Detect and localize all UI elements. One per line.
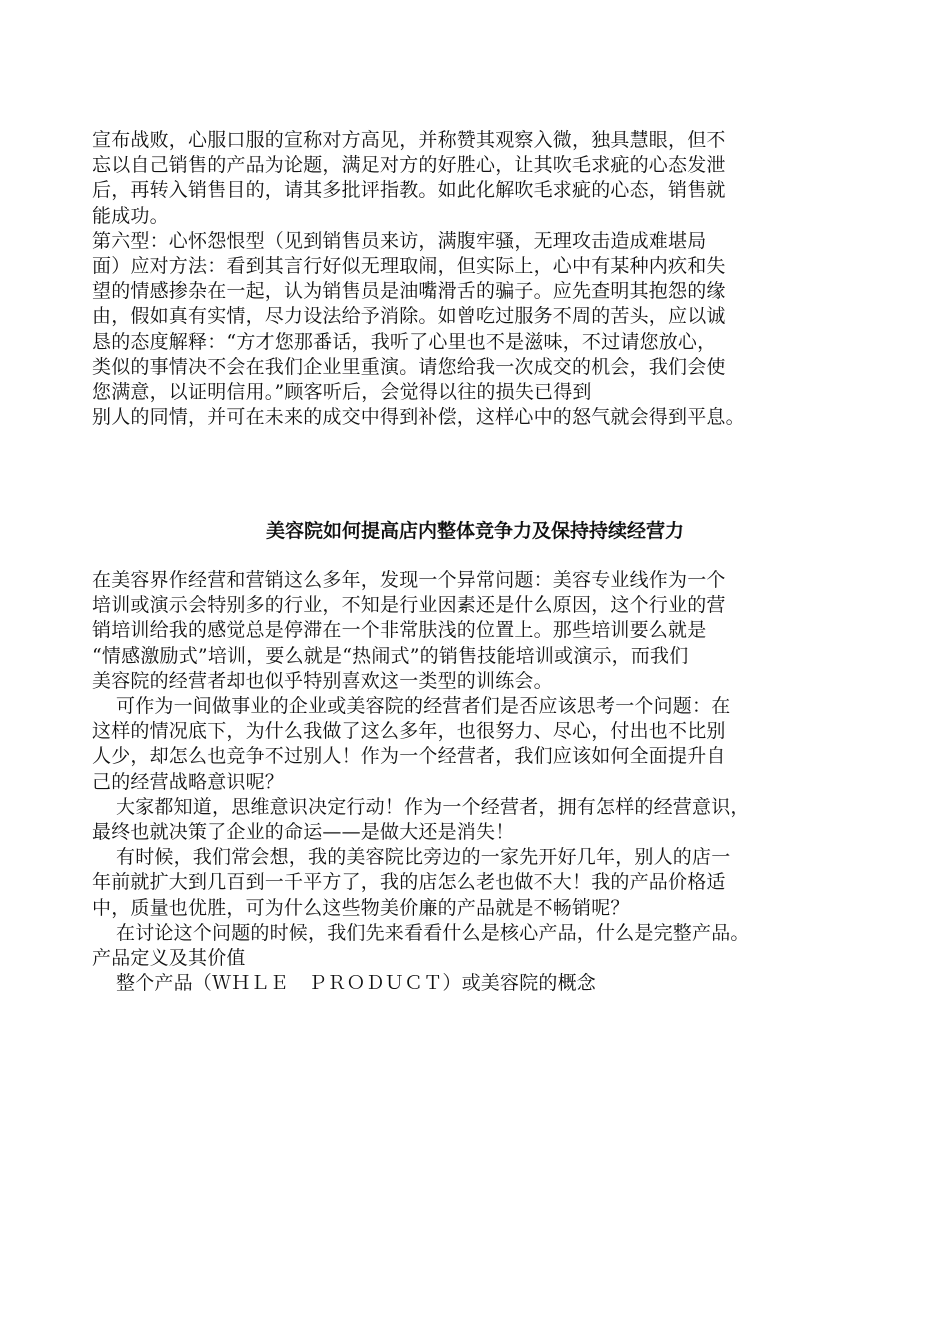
text-line: 人少，却怎么也竞争不过别人！作为一个经营者，我们应该如何全面提升自 (92, 745, 726, 768)
text-line: 恳的态度解释：“方才您那番话，我听了心里也不是滋味，不过请您放心， (92, 330, 717, 353)
text-line: 望的情感掺杂在一起，认为销售员是油嘴滑舌的骗子。应先查明其抱怨的缘 (92, 280, 726, 303)
text-line: 己的经营战略意识呢？ (92, 770, 285, 793)
text-line: 有时候，我们常会想，我的美容院比旁边的一家先开好几年，别人的店一 (116, 846, 731, 869)
text-line: 类似的事情决不会在我们企业里重演。请您给我一次成交的机会，我们会使 (92, 355, 726, 378)
text-line: 产品定义及其价值 (92, 947, 246, 970)
section-title: 美容院如何提高店内整体竞争力及保持持续经营力 (265, 520, 684, 542)
text-line: 大家都知道，思维意识决定行动！作为一个经营者，拥有怎样的经营意识， (116, 795, 750, 818)
text-line: 整个产品（ＷＨＬＥ ＰＲＯＤＵＣＴ）或美容院的概念 (116, 972, 597, 995)
text-line: 年前就扩大到几百到一千平方了，我的店怎么老也做不大！我的产品价格适 (92, 871, 726, 894)
text-line: 宣布战败，心服口服的宣称对方高见，并称赞其观察入微，独具慧眼，但不 (92, 129, 726, 151)
text-line: 这样的情况底下，为什么我做了这么多年，也很努力、尽心，付出也不比别 (92, 720, 726, 743)
bottom-text-block (92, 568, 862, 996)
text-line: 忘以自己销售的产品为论题，满足对方的好胜心，让其吹毛求疵的心态发泄 (92, 154, 726, 177)
text-line: 培训或演示会特别多的行业，不知是行业因素还是什么原因，这个行业的营 (92, 594, 726, 617)
text-line: 第六型：心怀怨恨型（见到销售员来访，满腹牢骚，无理攻击造成难堪局 (92, 229, 707, 252)
text-line: 中，质量也优胜，可为什么这些物美价廉的产品就是不畅销呢？ (92, 896, 630, 919)
text-line: 可作为一间做事业的企业或美容院的经营者们是否应该思考一个问题：在 (116, 695, 731, 718)
text-line: 在讨论这个问题的时候，我们先来看看什么是核心产品，什么是完整产品。 (116, 921, 750, 944)
text-line: 最终也就决策了企业的命运——是做大还是消失！ (92, 821, 515, 844)
text-line: 由，假如真有实情，尽力设法给予消除。如曾吃过服务不周的苦头，应以诚 (92, 305, 726, 328)
text-line: 销培训给我的感觉总是停滞在一个非常肤浅的位置上。那些培训要么就是 (92, 619, 707, 642)
text-line: 您满意，以证明信用。”顾客听后，会觉得以往的损失已得到 (92, 381, 592, 404)
text-line: 在美容界作经营和营销这么多年，发现一个异常问题：美容专业线作为一个 (92, 569, 726, 591)
text-line: 后，再转入销售目的，请其多批评指教。如此化解吹毛求疵的心态，销售就 (92, 179, 726, 202)
text-line: 面）应对方法：看到其言行好似无理取闹，但实际上，心中有某种内疚和失 (92, 255, 726, 278)
text-line: 美容院的经营者却也似乎特别喜欢这一类型的训练会。 (92, 669, 553, 692)
text-line: “情感激励式”培训，要么就是“热闹式”的销售技能培训或演示，而我们 (92, 644, 689, 667)
text-line: 能成功。 (92, 204, 169, 227)
top-text-block (92, 128, 862, 430)
text-line: 别人的同情，并可在未来的成交中得到补偿，这样心中的怒气就会得到平息。 (92, 406, 745, 429)
